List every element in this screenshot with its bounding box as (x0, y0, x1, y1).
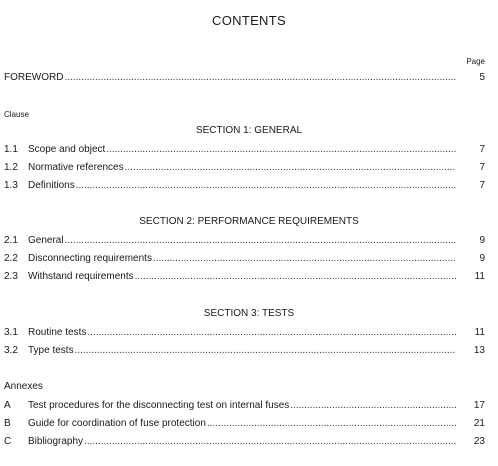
dot-leader (87, 327, 456, 339)
dot-leader (76, 180, 456, 192)
toc-entry-label: Disconnecting requirements (28, 253, 152, 264)
section-heading: SECTION 3: TESTS (203, 308, 295, 319)
toc-entry-label: Scope and object (28, 144, 106, 155)
toc-entry-label: Definitions (28, 180, 75, 191)
annex-page: 21 (473, 418, 485, 429)
annex-page: 23 (473, 436, 485, 447)
dot-leader (106, 144, 456, 156)
toc-entry[interactable] (4, 327, 485, 339)
section-heading: SECTION 2: PERFORMANCE REQUIREMENTS (139, 216, 359, 227)
toc-entry-number: 2.3 (4, 271, 18, 282)
toc-entry-page: 13 (473, 345, 485, 356)
clause-column-header: Clause (4, 110, 29, 119)
annex-page: 17 (473, 400, 485, 411)
toc-entry-page: 7 (479, 144, 485, 155)
annex-label: Guide for coordination of fuse protection (28, 418, 206, 429)
dot-leader (125, 162, 456, 174)
section-heading: SECTION 1: GENERAL (195, 125, 303, 136)
annex-label: Bibliography (28, 436, 84, 447)
toc-entry[interactable] (4, 144, 485, 156)
annex-entry[interactable] (4, 436, 485, 448)
toc-entry-number: 2.2 (4, 253, 18, 264)
toc-entry[interactable] (4, 271, 485, 283)
toc-entry-page: 9 (479, 253, 485, 264)
toc-entry-page: 5 (479, 72, 485, 83)
toc-entry[interactable] (4, 235, 485, 247)
toc-entry[interactable] (4, 345, 485, 357)
toc-entry-number: 3.2 (4, 345, 18, 356)
annex-entry[interactable] (4, 418, 485, 430)
toc-entry[interactable] (4, 180, 485, 192)
toc-entry-number: 1.1 (4, 144, 18, 155)
toc-entry[interactable] (4, 162, 485, 174)
toc-entry-label: General (28, 235, 64, 246)
toc-entry-label: Type tests (28, 345, 74, 356)
toc-entry-page: 9 (479, 235, 485, 246)
annex-letter: B (4, 418, 11, 429)
toc-entry-foreword[interactable] (4, 72, 485, 84)
toc-entry-label: Routine tests (28, 327, 87, 338)
toc-entry[interactable] (4, 253, 485, 265)
page-column-header: Page (466, 57, 485, 66)
toc-entry-number: 1.2 (4, 162, 18, 173)
dot-leader (135, 271, 456, 283)
annex-letter: C (4, 436, 12, 447)
toc-entry-label: FOREWORD (4, 72, 64, 83)
toc-entry-label: Withstand requirements (28, 271, 134, 282)
annex-label: Test procedures for the disconnecting test on internal fuses (28, 400, 290, 411)
annexes-heading: Annexes (4, 381, 43, 392)
toc-entry-page: 7 (479, 162, 485, 173)
dot-leader (75, 345, 456, 357)
annex-letter: A (4, 400, 11, 411)
dot-leader (84, 436, 456, 448)
dot-leader (290, 400, 456, 412)
annex-entry[interactable] (4, 400, 485, 412)
toc-entry-page: 11 (474, 327, 485, 338)
toc-entry-number: 3.1 (4, 327, 18, 338)
dot-leader (64, 72, 456, 84)
toc-entry-number: 1.3 (4, 180, 18, 191)
toc-entry-page: 7 (479, 180, 485, 191)
page-title: CONTENTS (212, 13, 286, 28)
dot-leader (153, 253, 456, 265)
toc-entry-label: Normative references (28, 162, 124, 173)
toc-entry-page: 11 (474, 271, 485, 282)
toc-entry-number: 2.1 (4, 235, 18, 246)
dot-leader (207, 418, 456, 430)
dot-leader (65, 235, 456, 247)
